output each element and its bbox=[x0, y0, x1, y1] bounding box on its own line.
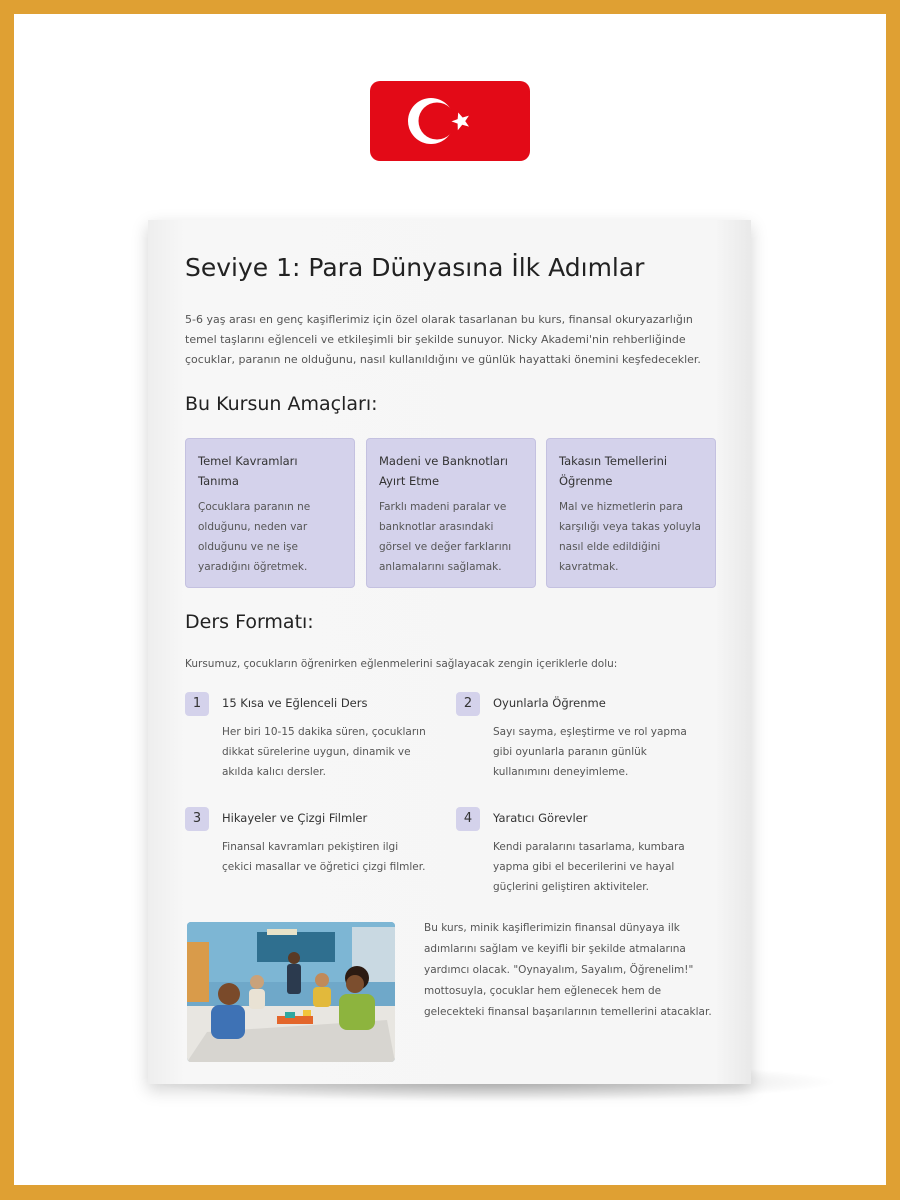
item-title: Yaratıcı Görevler bbox=[493, 811, 588, 825]
item-number-badge: 2 bbox=[456, 692, 480, 716]
format-lead: Kursumuz, çocukların öğrenirken eğlenmelerini sağlayacak zengin içeriklerle dolu: bbox=[185, 658, 618, 670]
item-title: Hikayeler ve Çizgi Filmler bbox=[222, 811, 368, 825]
item-number-badge: 1 bbox=[185, 692, 209, 716]
goal-card bbox=[366, 438, 536, 588]
item-number-badge: 3 bbox=[185, 807, 209, 831]
goal-card-desc: Çocuklara paranın ne olduğunu, neden var olduğunu ve ne işe yaradığını öğretmek. bbox=[198, 501, 311, 573]
item-desc: Kendi paralarını tasarlama, kumbara yapma gibi el becerilerini ve hayal güçlerini geliştiren aktiviteler. bbox=[493, 841, 685, 893]
format-heading: Ders Formatı: bbox=[185, 611, 314, 633]
item-title: Oyunlarla Öğrenme bbox=[493, 696, 606, 710]
goal-card-title: Temel Kavramları Tanıma bbox=[198, 454, 298, 488]
item-number-badge: 4 bbox=[456, 807, 480, 831]
goal-card bbox=[185, 438, 355, 588]
goal-card-desc: Farklı madeni paralar ve banknotlar arasındaki görsel ve değer farklarını anlamalarını sağlamak. bbox=[379, 501, 512, 573]
item-title: 15 Kısa ve Eğlenceli Ders bbox=[222, 696, 368, 710]
item-desc: Sayı sayma, eşleştirme ve rol yapma gibi oyunlarla paranın günlük kullanımını deneyimleme. bbox=[493, 726, 687, 778]
goal-card-title: Madeni ve Banknotları Ayırt Etme bbox=[379, 454, 508, 488]
page-title: Seviye 1: Para Dünyasına İlk Adımlar bbox=[185, 253, 645, 282]
closing-paragraph: Bu kurs, minik kaşiflerimizin finansal dünyaya ilk adımlarını sağlam ve keyifli bir şekilde atmalarına yardımcı olacak. "Oynayalım, Sayalım, Öğrenelim!" mottosuyla, çocuklar hem eğlenecek hem de gelecekteki finansal başarılarının temellerini atacaklar. bbox=[424, 922, 712, 1018]
goal-card-title: Takasın Temellerini Öğrenme bbox=[559, 454, 668, 488]
goal-card bbox=[546, 438, 716, 588]
turkey-flag-icon bbox=[370, 81, 530, 161]
classroom-photo bbox=[187, 922, 395, 1062]
item-desc: Her biri 10-15 dakika süren, çocukların dikkat sürelerine uygun, dinamik ve akılda kalıcı dersler. bbox=[222, 726, 426, 778]
goal-card-desc: Mal ve hizmetlerin para karşılığı veya takas yoluyla nasıl elde edildiğini kavratmak. bbox=[559, 501, 701, 573]
document-sheet bbox=[148, 220, 751, 1084]
item-desc: Finansal kavramları pekiştiren ilgi çekici masallar ve öğretici çizgi filmler. bbox=[222, 841, 426, 873]
intro-paragraph: 5-6 yaş arası en genç kaşiflerimiz için özel olarak tasarlanan bu kurs, finansal okuryazarlığın temel taşlarını eğlenceli ve etkileşimli bir şekilde sunuyor. Nicky Akademi'nin rehberliğinde çocuklar, paranın ne olduğunu, nasıl kullanıldığını ve günlük hayattaki önemini keşfedecekler. bbox=[185, 313, 701, 366]
goals-heading: Bu Kursun Amaçları: bbox=[185, 393, 378, 415]
